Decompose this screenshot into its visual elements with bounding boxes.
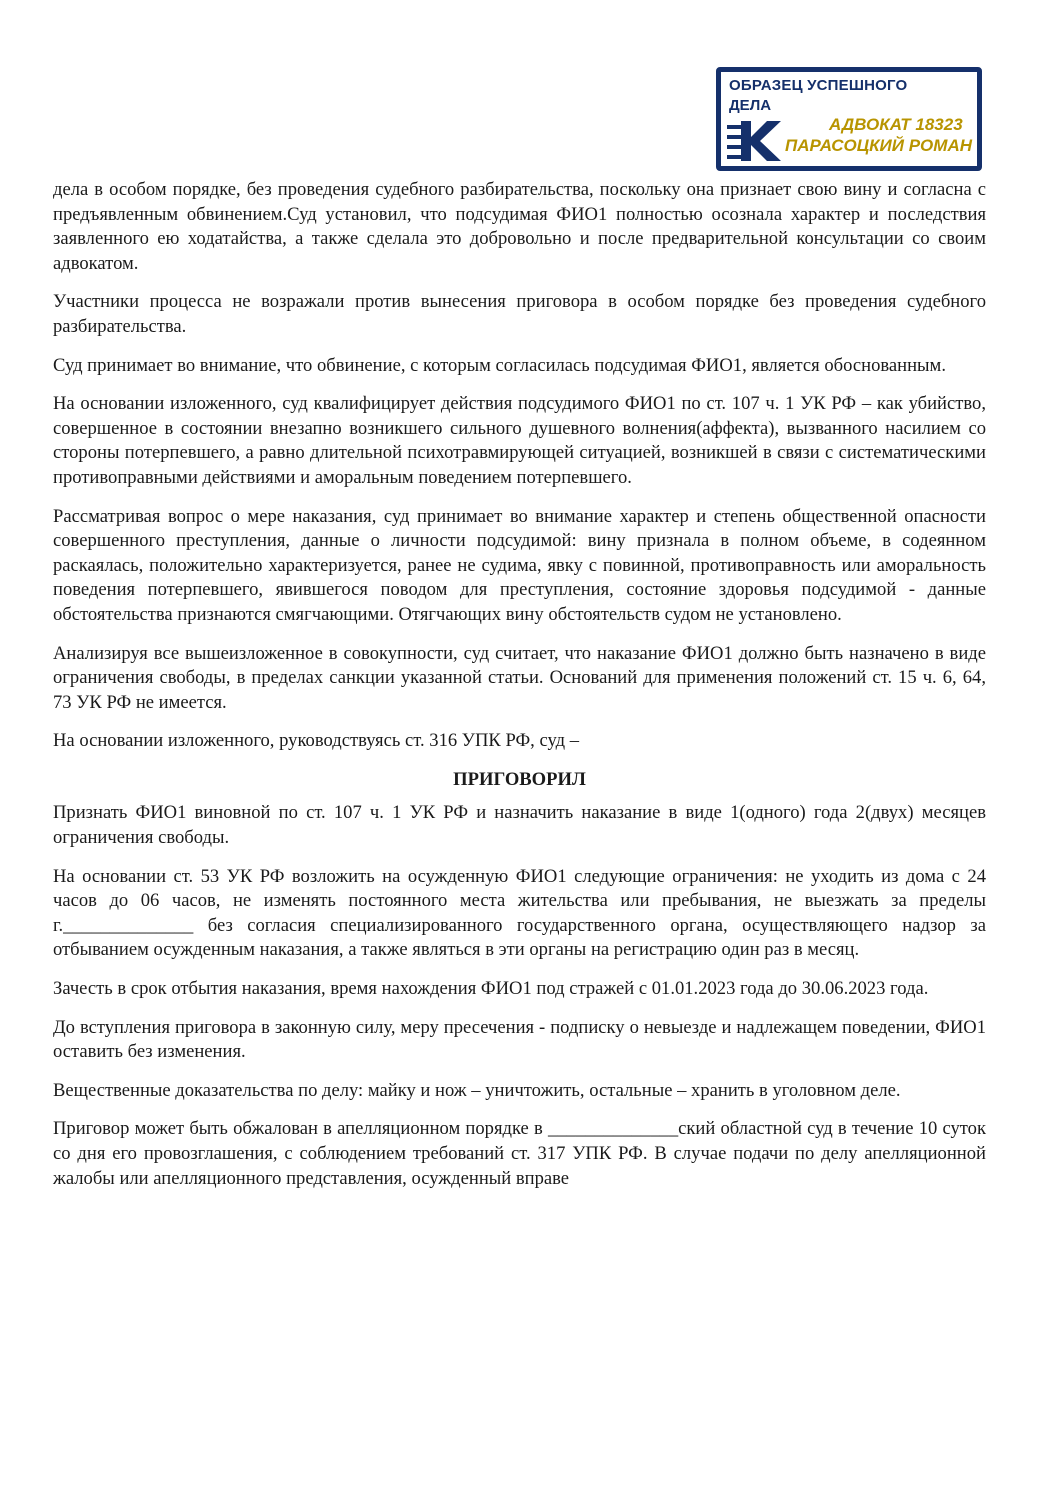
stamp-advocate-number: АДВОКАТ 18323 (829, 115, 963, 134)
stamp-advocate-name: ПАРАСОЦКИЙ РОМАН (785, 136, 972, 155)
paragraph: На основании изложенного, суд квалифицирует действия подсудимого ФИО1 по ст. 107 ч. 1 УК РФ – как убийство, совершенное в состоянии внезапно возникшего сильного душевного волнения(аффекта), вызванного насилием со стороны потерпевшего, а равно длительной психотравмирующей ситуацией, возникшей в связи с систематическими противоправными действиями и аморальным поведением потерпевшего. (53, 393, 986, 488)
verdict-heading: ПРИГОВОРИЛ (453, 768, 586, 790)
paragraph: На основании ст. 53 УК РФ возложить на осужденную ФИО1 следующие ограничения: не уходить из дома с 24 часов до 06 часов, не изменять постоянного места жительства или пребывания, не выезжать за пределы г.______________ без согласия специализированного государственного органа, осуществляющего надзор за отбыванием осужденным наказания, а также являться в эти органы на регистрацию один раз в месяц. (53, 865, 986, 961)
paragraph: На основании изложенного, руководствуясь ст. 316 УПК РФ, суд – (53, 730, 579, 752)
paragraph: дела в особом порядке, без проведения судебного разбирательства, поскольку она признает свою вину и согласна с предъявленным обвинением.Суд установил, что подсудимая ФИО1 полностью осознала характер и последствия заявленного ею ходатайства, а также сделала это добровольно и после предварительной консультации со своим адвокатом. (53, 179, 986, 274)
paragraph: Приговор может быть обжалован в апелляционном порядке в ______________ский областной суд в течение 10 суток со дня его провозглашения, с соблюдением требований ст. 317 УПК РФ. В случае подачи по делу апелляционной жалобы или апелляционного представления, осужденный вправе (53, 1118, 986, 1189)
paragraph: Участники процесса не возражали против вынесения приговора в особом порядке без проведения судебного разбирательства. (53, 291, 986, 337)
advocate-stamp (716, 67, 982, 171)
paragraph: Зачесть в срок отбытия наказания, время нахождения ФИО1 под стражей с 01.01.2023 года до 30.06.2023 года. (53, 978, 929, 1000)
stamp-title-line2: ДЕЛА (729, 97, 772, 114)
paragraph: До вступления приговора в законную силу, меру пресечения - подписку о невыезде и надлежащем поведении, ФИО1 оставить без изменения. (53, 1016, 986, 1063)
paragraph: Вещественные доказательства по делу: майку и нож – уничтожить, остальные – хранить в уголовном деле. (53, 1079, 901, 1101)
paragraph: Рассматривая вопрос о мере наказания, суд принимает во внимание характер и степень общественной опасности совершенного преступления, данные о личности подсудимой: вину признала в полном объеме, в содеянном раскаялась, положительно характеризуется, ранее не судима, явку с повинной, противоправность или аморальность поведения потерпевшего, явившегося поводом для преступления, состояние здоровья подсудимой - данные обстоятельства признаются смягчающими. Отягчающих вину обстоятельств судом не установлено. (53, 505, 986, 625)
law-firm-logo-icon (727, 119, 783, 163)
paragraph: Признать ФИО1 виновной по ст. 107 ч. 1 УК РФ и назначить наказание в виде 1(одного) года 2(двух) месяцев ограничения свободы. (53, 802, 986, 849)
paragraph: Суд принимает во внимание, что обвинение, с которым согласилась подсудимая ФИО1, является обоснованным. (53, 354, 946, 376)
paragraph: Анализируя все вышеизложенное в совокупности, суд считает, что наказание ФИО1 должно быть назначено в виде ограничения свободы, в пределах санкции указанной статьи. Оснований для применения положений ст. 15 ч. 6, 64, 73 УК РФ не имеется. (53, 642, 986, 713)
document-body (53, 178, 986, 1205)
stamp-title-line1: ОБРАЗЕЦ УСПЕШНОГО (729, 77, 908, 94)
